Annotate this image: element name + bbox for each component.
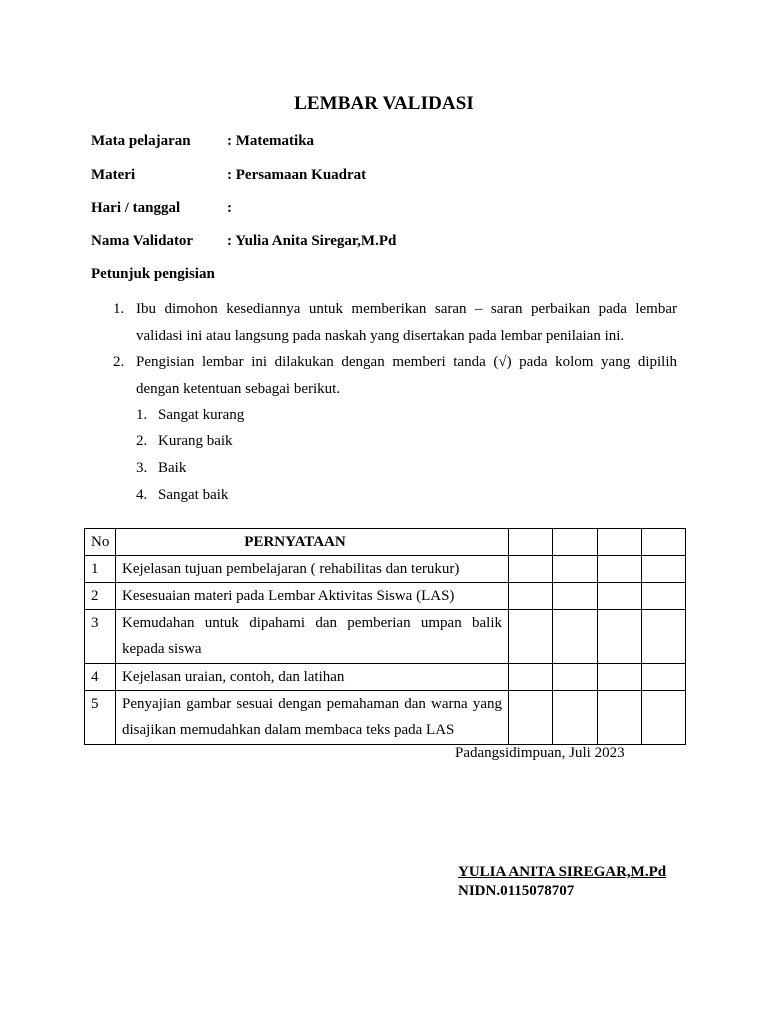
table-row <box>85 583 686 610</box>
table-row <box>85 664 686 691</box>
statement-line: Penyajian gambar sesuai dengan pemahaman dan warna yang <box>122 696 502 712</box>
table-row <box>85 691 686 745</box>
score-cell[interactable] <box>598 583 642 610</box>
scale-label: Baik <box>158 460 187 476</box>
scale-label: Sangat kurang <box>158 407 245 423</box>
row-number: 1 <box>85 556 116 583</box>
score-cell[interactable] <box>598 691 642 745</box>
scale-number: 2. <box>136 433 148 449</box>
statement-cell: Kejelasan uraian, contoh, dan latihan <box>116 664 509 691</box>
score-cell[interactable] <box>509 583 553 610</box>
score-column-header <box>509 529 553 556</box>
table-row <box>85 556 686 583</box>
instruction-number: 2. <box>113 354 125 370</box>
score-cell[interactable] <box>598 556 642 583</box>
validation-table <box>84 528 686 745</box>
scale-number: 4. <box>136 487 148 503</box>
info-row-validator <box>91 233 396 250</box>
info-value: : Persamaan Kuadrat <box>227 167 367 183</box>
scale-item-2 <box>136 433 233 450</box>
signatory-id: NIDN.0115078707 <box>458 883 575 899</box>
score-cell[interactable] <box>642 556 686 583</box>
instructions-heading: Petunjuk pengisian <box>91 266 215 282</box>
score-cell[interactable] <box>509 664 553 691</box>
score-cell[interactable] <box>642 664 686 691</box>
table-header-row <box>85 529 686 556</box>
header-statement: PERNYATAAN <box>116 529 509 556</box>
statement-line: kepada siswa <box>122 641 202 657</box>
instruction-line: validasi ini atau langsung pada naskah yang disertakan pada lembar penilaian ini. <box>136 328 625 344</box>
statement-line: Kemudahan untuk dipahami dan pemberian umpan balik <box>122 615 502 631</box>
instruction-item-2 <box>113 349 677 403</box>
info-label: Materi <box>91 167 136 183</box>
info-label: Mata pelajaran <box>91 133 191 149</box>
score-cell[interactable] <box>642 610 686 664</box>
scale-label: Kurang baik <box>158 433 233 449</box>
instruction-item-1 <box>113 296 677 350</box>
score-cell[interactable] <box>553 610 598 664</box>
score-cell[interactable] <box>598 610 642 664</box>
statement-cell <box>116 610 509 664</box>
info-label: Nama Validator <box>91 233 194 249</box>
scale-item-1 <box>136 407 244 424</box>
score-column-header <box>642 529 686 556</box>
instruction-number: 1. <box>113 301 125 317</box>
header-no: No <box>85 529 116 556</box>
info-row-subject <box>91 133 314 150</box>
statement-cell: Kesesuaian materi pada Lembar Aktivitas Siswa (LAS) <box>116 583 509 610</box>
score-cell[interactable] <box>553 583 598 610</box>
info-row-material <box>91 167 366 184</box>
row-number: 4 <box>85 664 116 691</box>
table-row <box>85 610 686 664</box>
scale-number: 1. <box>136 407 148 423</box>
scale-number: 3. <box>136 460 148 476</box>
place-date: Padangsidimpuan, Juli 2023 <box>455 745 625 761</box>
statement-cell <box>116 691 509 745</box>
score-cell[interactable] <box>509 556 553 583</box>
score-cell[interactable] <box>642 583 686 610</box>
score-cell[interactable] <box>598 664 642 691</box>
row-number: 5 <box>85 691 116 745</box>
row-number: 3 <box>85 610 116 664</box>
instruction-line: Ibu dimohon kesediannya untuk memberikan saran – saran perbaikan pada lembar <box>136 301 677 317</box>
statement-cell: Kejelasan tujuan pembelajaran ( rehabilitas dan terukur) <box>116 556 509 583</box>
scale-label: Sangat baik <box>158 487 229 503</box>
score-cell[interactable] <box>553 664 598 691</box>
info-row-date <box>91 200 232 217</box>
info-value: : Yulia Anita Siregar,M.Pd <box>227 233 397 249</box>
score-cell[interactable] <box>553 691 598 745</box>
scale-item-4 <box>136 487 228 504</box>
statement-line: disajikan memudahkan dalam membaca teks pada LAS <box>122 722 455 738</box>
instruction-line: dengan ketentuan sebagai berikut. <box>136 381 341 397</box>
score-column-header <box>553 529 598 556</box>
score-cell[interactable] <box>509 691 553 745</box>
instruction-line: Pengisian lembar ini dilakukan dengan memberi tanda (√) pada kolom yang dipilih <box>136 354 677 370</box>
document-title: LEMBAR VALIDASI <box>294 93 474 114</box>
signatory-name: YULIA ANITA SIREGAR,M.Pd <box>458 864 667 880</box>
score-cell[interactable] <box>553 556 598 583</box>
info-value: : Matematika <box>227 133 315 149</box>
info-value: : <box>227 200 232 216</box>
scale-item-3 <box>136 460 186 477</box>
score-column-header <box>598 529 642 556</box>
score-cell[interactable] <box>509 610 553 664</box>
score-cell[interactable] <box>642 691 686 745</box>
info-label: Hari / tanggal <box>91 200 181 216</box>
row-number: 2 <box>85 583 116 610</box>
